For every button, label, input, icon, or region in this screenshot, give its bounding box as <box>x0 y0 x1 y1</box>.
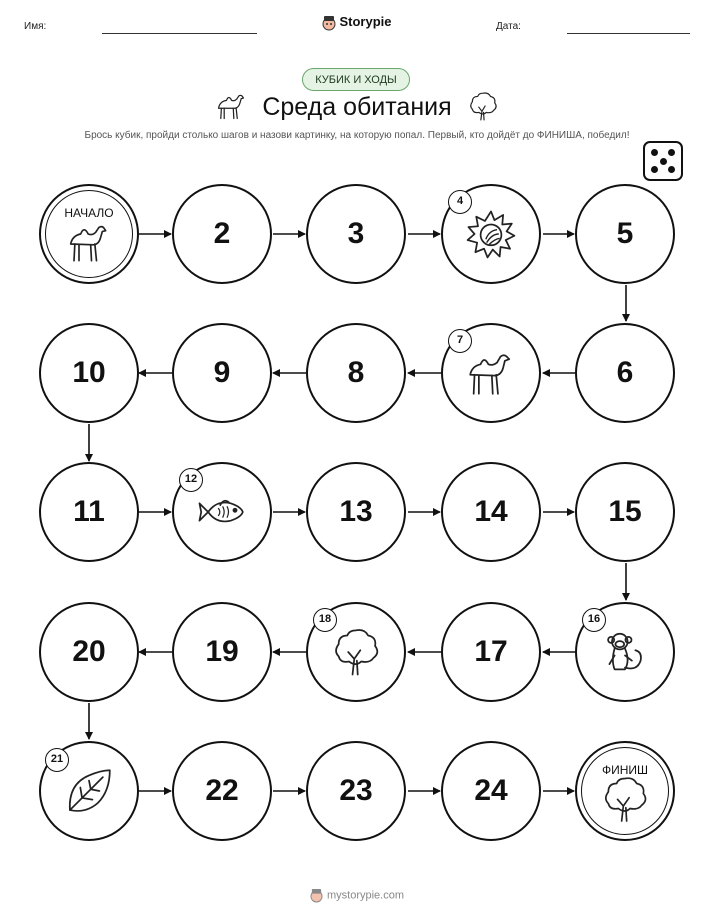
camel-icon <box>465 347 517 399</box>
cell-number-badge: 12 <box>179 468 203 492</box>
cell-number-badge: 16 <box>582 608 606 632</box>
date-line[interactable] <box>567 33 690 34</box>
finish-cell <box>575 741 675 841</box>
cell-13: 13 <box>306 462 406 562</box>
storypie-logo-icon <box>322 15 336 31</box>
start-label: НАЧАЛО <box>64 206 114 220</box>
cell-10: 10 <box>39 323 139 423</box>
name-label: Имя: <box>24 21 47 32</box>
cell-11: 11 <box>39 462 139 562</box>
fish-icon <box>196 486 248 538</box>
cell-15: 15 <box>575 462 675 562</box>
cell-24: 24 <box>441 741 541 841</box>
footer-url[interactable]: mystorypie.com <box>326 889 405 902</box>
instructions: Брось кубик, пройди столько шагов и назови картинку, на которую попал. Первый, кто дойдёт до ФИНИША, победил! <box>84 130 630 141</box>
date-label: Дата: <box>496 21 521 32</box>
cell-9: 9 <box>172 323 272 423</box>
tree-icon <box>467 89 499 123</box>
start-cell <box>39 184 139 284</box>
tree-icon <box>330 626 382 678</box>
cell-20: 20 <box>39 602 139 702</box>
finish-label: ФИНИШ <box>601 763 649 777</box>
cell-2: 2 <box>172 184 272 284</box>
cell-23: 23 <box>306 741 406 841</box>
leaf-icon <box>63 765 115 817</box>
cell-number-badge: 7 <box>448 329 472 353</box>
storypie-logo-icon <box>310 888 323 903</box>
brand <box>0 14 714 31</box>
cell-3: 3 <box>306 184 406 284</box>
brand-name: Storypie <box>339 14 392 29</box>
camel-icon <box>64 219 114 269</box>
cell-14: 14 <box>441 462 541 562</box>
cell-6: 6 <box>575 323 675 423</box>
die-icon <box>643 141 683 181</box>
cell-number-badge: 4 <box>448 190 472 214</box>
cell-8: 8 <box>306 323 406 423</box>
cell-number-badge: 21 <box>45 748 69 772</box>
game-type-badge: КУБИК И ХОДЫ <box>302 68 410 91</box>
monkey-icon <box>599 626 651 678</box>
cell-19: 19 <box>172 602 272 702</box>
tree-icon <box>600 776 650 826</box>
cell-5: 5 <box>575 184 675 284</box>
cell-17: 17 <box>441 602 541 702</box>
footer <box>0 888 714 903</box>
cell-number-badge: 18 <box>313 608 337 632</box>
name-line[interactable] <box>102 33 257 34</box>
page-title: Среда обитания <box>262 93 452 121</box>
sun-icon <box>465 208 517 260</box>
cell-22: 22 <box>172 741 272 841</box>
